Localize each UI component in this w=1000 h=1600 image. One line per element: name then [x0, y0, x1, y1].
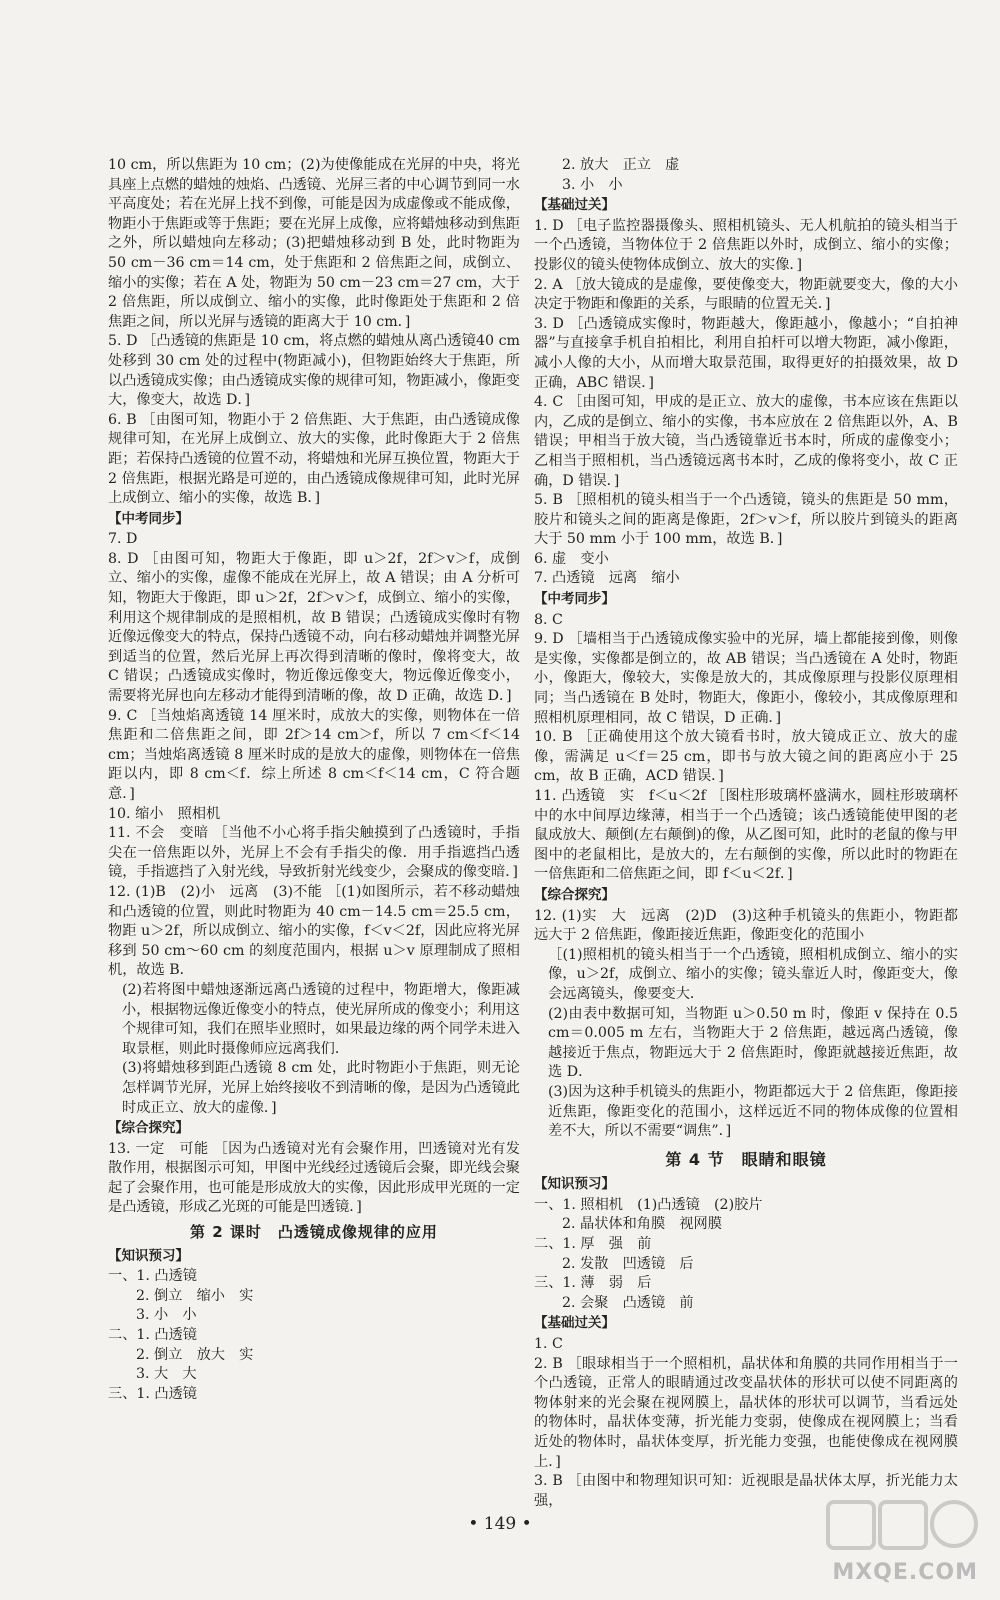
answer-item: 13. 一定 可能 ［因为凸透镜对光有会聚作用，凹透镜对光有发散作用，根据图示可知，甲图中光线经过透镜后会聚，即光线会聚起了会聚作用，也可能是形成放大的实像，因此形成甲光斑的一定是凸透镜，形成乙光斑的可能是凹透镜．] — [108, 1140, 520, 1216]
answer-item: 2. B ［眼球相当于一个照相机，晶状体和角膜的共同作用相当于一个凸透镜，正常人的眼睛通过改变晶状体的形状可以使不同距离的物体射来的光会聚在视网膜上，晶状体的形状可以调节，当看远处的物体时，晶状体变薄，折光能力变弱，使像成在视网膜上；当看近处的物体时，晶状体变厚，折光能力变强，也能使像成在视网膜上．] — [534, 1355, 958, 1470]
answer-subitem: 2. 发散 凹透镜 后 — [562, 1255, 694, 1272]
answer-item: 三、1. 薄 弱 后 — [534, 1275, 652, 1292]
section-heading: 【知识预习】 — [534, 1176, 615, 1193]
answer-item: 11. 凸透镜 实 f＜u＜2f ［图柱形玻璃杯盛满水，圆柱形玻璃杯中的水中间厚边缘薄，相当于一个凸透镜；该凸透镜能使甲图的老鼠成放大、颠倒(左右颠倒)的像，从乙图可知，此时的老鼠的像与甲图中的老鼠相比，是放大的，左右颠倒的实像，所以此时的物距在一倍焦距和二倍焦距之间，即 f＜u＜2f．] — [534, 788, 958, 883]
answer-item: 一、1. 凸透镜 — [108, 1268, 197, 1285]
answer-item: 10. 缩小 照相机 — [108, 805, 221, 822]
answer-subitem: 2. 倒立 缩小 实 — [136, 1287, 254, 1304]
section-heading: 【中考同步】 — [108, 510, 189, 527]
page-number: • 149 • — [468, 1514, 532, 1534]
answer-item: 10. B ［正确使用这个放大镜看书时，放大镜成正立、放大的虚像，需满足 u＜f＝25 cm，即书与放大镜之间的距离应小于 25 cm，故 B 正确，ACD 错误．] — [534, 729, 958, 785]
answer-subitem: 3. 小 小 — [562, 176, 623, 193]
answer-subitem: 3. 小 小 — [136, 1307, 197, 1324]
section-heading: 【中考同步】 — [534, 591, 615, 608]
answer-item: 3. D ［凸透镜成实像时，物距越大，像距越小，像越小；“自拍神器”与直接拿手机自拍相比，利用自拍杆可以增大物距，减小像距，减小人像的大小，从而增大取景范围，取得更好的拍摄效果，故 D 正确，ABC 错误．] — [534, 315, 958, 391]
section-heading: 【综合探究】 — [108, 1120, 189, 1137]
lesson-title: 第 4 节 眼睛和眼镜 — [665, 1149, 827, 1169]
answer-item: 4. C ［由图可知，甲成的是正立、放大的虚像，书本应该在焦距以内，乙成的是倒立、缩小的实像，书本应放在 2 倍焦距以外，A、B 错误；甲相当于放大镜，当凸透镜靠近书本时，所成的虚像变小；乙相当于照相机，当凸透镜远离书本时，乙成的像将变小，故 C 正确，D 错误．] — [534, 394, 958, 489]
answer-subitem: 2. 晶状体和角膜 视网膜 — [562, 1216, 722, 1233]
answer-continuation: (2)由表中数据可知，当物距 u＞0.50 m 时，像距 v 保持在 0.5 cm＝0.005 m 左右，当物距大于 2 倍焦距，越远离凸透镜，像越接近于焦点，物距远大于 2 倍焦距时，像距就越接近焦距，故选 D． — [548, 1005, 958, 1081]
answer-item: 12. (1)实 大 远离 (2)D (3)这种手机镜头的焦距小，物距都远大于 2 倍焦距，像距接近焦距，像距变化的范围小 — [534, 907, 958, 944]
answer-item: 5. B ［照相机的镜头相当于一个凸透镜，镜头的焦距是 50 mm，胶片和镜头之间的距离是像距，2f＞v＞f，所以胶片到镜头的距离大于 50 mm 小于 100 mm，故选 B．] — [534, 492, 958, 548]
answer-item: 三、1. 凸透镜 — [108, 1385, 197, 1402]
answer-subitem: 2. 会聚 凸透镜 前 — [562, 1294, 694, 1311]
answer-item: 6. 虚 变小 — [534, 550, 609, 567]
answer-item: 9. D ［墙相当于凸透镜成像实验中的光屏，墙上都能接到像，则像是实像，实像都是倒立的，故 AB 错误；当凸透镜在 A 处时，物距小，像距大，像较大，实像是放大的，其成像原理与投影仪原理相同；当凸透镜在 B 处时，物距大，像距小，像较小，其成像原理和照相机原理相同，故 C 错误，D 正确．] — [534, 631, 958, 726]
answer-item: 5. D ［凸透镜的焦距是 10 cm，将点燃的蜡烛从离凸透镜40 cm处移到 30 cm 处的过程中(物距减小)，但物距始终大于焦距，所以凸透镜成实像；由凸透镜成实像的规律可知，物距减小，像距变大，像变大，故选 D．] — [108, 333, 520, 409]
answer-item: 8. D ［由图可知，物距大于像距，即 u＞2f，2f＞v＞f，成倒立、缩小的实像，虚像不能成在光屏上，故 A 错误；由 A 分析可知，物距大于像距，即 u＞2f，2f＞v＞f，成倒立、缩小的实像，利用这个规律制成的是照相机，故 B 错误；凸透镜成实像时有物近像远像变大的特点，保持凸透镜不动，向右移动蜡烛并调整光屏到适当的位置，然后光屏上再次得到清晰的像时，像将变大，故 C 错误；凸透镜成实像时，物近像远像变大，物远像近像变小，需要将光屏也向左移动才能得到清晰的像，故 D 正确，故选 D．] — [108, 550, 520, 705]
answer-continuation: (3)因为这种手机镜头的焦距小，物距都远大于 2 倍焦距，像距接近焦距，像距变化的范围小，这样远近不同的物体成像的位置相差不大，所以不需要“调焦”．] — [548, 1083, 958, 1140]
lesson-title: 第 2 课时 凸透镜成像规律的应用 — [190, 1223, 438, 1242]
answer-item: 8. C — [534, 611, 563, 628]
answer-item: 7. 凸透镜 远离 缩小 — [534, 570, 680, 587]
answer-item: 9. C ［当烛焰离透镜 14 厘米时，成放大的实像，则物体在一倍焦距和二倍焦距之间，即 2f＞14 cm＞f，所以 7 cm＜f＜14 cm；当烛焰离透镜 8 厘米时成的是放大的虚像，则物体在一倍焦距以内，即 8 cm＜f．综上所述 8 cm＜f＜14 cm，C 符合题意．] — [108, 707, 520, 802]
answer-item: 二、1. 厚 强 前 — [534, 1236, 652, 1253]
answer-subitem: 3. 大 大 — [136, 1366, 197, 1383]
answer-item: 2. A ［放大镜成的是虚像，要使像变大，物距就要变大，像的大小决定于物距和像距的关系，与眼睛的位置无关．] — [534, 276, 958, 313]
answer-item: 1. D ［电子监控器摄像头、照相机镜头、无人机航拍的镜头相当于一个凸透镜，当物体位于 2 倍焦距以外时，成倒立、缩小的实像；投影仪的镜头使物体成倒立、放大的实像．] — [534, 217, 958, 273]
answer-item: 6. B ［由图可知，物距小于 2 倍焦距、大于焦距，由凸透镜成像规律可知，在光屏上成倒立、放大的实像，此时像距大于 2 倍焦距；若保持凸透镜的位置不动，将蜡烛和光屏互换位置，物距大于 2 倍焦距，根据光路是可逆的，由凸透镜成像规律可知，此时光屏上成倒立、缩小的实像，故选 B．] — [108, 411, 520, 507]
right-column — [534, 156, 958, 1511]
answer-continuation: (2)若将图中蜡烛逐渐远离凸透镜的过程中，物距增大，像距减小，根据物远像近像变小的特点，使光屏所成的像变小；利用这个规律可知，我们在照毕业照时，如果最边缘的两个同学未进入取景框，则此时摄像师应远离我们． — [122, 981, 520, 1057]
section-heading: 【知识预习】 — [108, 1247, 189, 1264]
answer-item: 3. B ［由图中和物理知识可知：近视眼是晶状体太厚，折光能力太强， — [534, 1473, 958, 1509]
answer-item: 11. 不会 变暗 ［当他不小心将手指尖触摸到了凸透镜时，手指尖在一倍焦距以外，光屏上不会有手指尖的像．用手指遮挡凸透镜，手指遮挡了入射光线，导致折射光线变少，会聚成的像变暗．] — [108, 825, 520, 881]
answer-item: 一、1. 照相机 (1)凸透镜 (2)胶片 — [534, 1196, 763, 1213]
answer-item: 10 cm，所以焦距为 10 cm；(2)为使像能成在光屏的中央，将光具座上点燃的蜡烛的烛焰、凸透镜、光屏三者的中心调节到同一水平高度处；若在光屏上找不到像，可能是因为成虚像或不能成像，物距小于焦距或等于焦距；要在光屏上成像，应将蜡烛移动到焦距之外，所以蜡烛向左移动；(3)把蜡烛移动到 B 处，此时物距为 50 cm－36 cm＝14 cm，处于焦距和 2 倍焦距之间，成倒立、缩小的实像；若在 A 处，物距为 50 cm－23 cm＝27 cm，大于 2 倍焦距，所以成倒立、缩小的实像，此时像距处于焦距和 2 倍焦距之间，所以光屏与透镜的距离大于 10 cm．] — [108, 157, 520, 330]
left-column — [108, 156, 520, 1404]
answer-item: 二、1. 凸透镜 — [108, 1327, 197, 1344]
answer-subitem: 2. 倒立 放大 实 — [136, 1346, 254, 1363]
section-heading: 【综合探究】 — [534, 886, 615, 903]
answer-continuation: ［(1)照相机的镜头相当于一个凸透镜，照相机成倒立、缩小的实像，u＞2f，成倒立、缩小的实像；镜头靠近人时，像距变大，像会远离镜头，像要变大． — [548, 946, 958, 1002]
answer-item: 1. C — [534, 1336, 563, 1353]
answer-subitem: 2. 放大 正立 虚 — [562, 157, 680, 173]
answer-item: 12. (1)B (2)小 远离 (3)不能 ［(1)如图所示，若不移动蜡烛和凸透镜的位置，则此时物距为 40 cm－14.5 cm＝25.5 cm，物距 u＞2f，所以成倒立、缩小的实像，f＜v＜2f，因此应将光屏移到 50 cm～60 cm 的刻度范围内，根据 u＞v 原理制成了照相机，故选 B． — [108, 883, 520, 979]
watermark-text: MXQE.COM — [832, 1560, 978, 1585]
answer-continuation: (3)将蜡烛移到距凸透镜 8 cm 处，此时物距小于焦距，则无论怎样调节光屏，光屏上始终接收不到清晰的像，是因为凸透镜此时成正立、放大的虚像．] — [122, 1060, 520, 1116]
answer-item: 7. D — [108, 531, 138, 548]
section-heading: 【基础过关】 — [534, 1315, 615, 1332]
section-heading: 【基础过关】 — [534, 197, 615, 214]
